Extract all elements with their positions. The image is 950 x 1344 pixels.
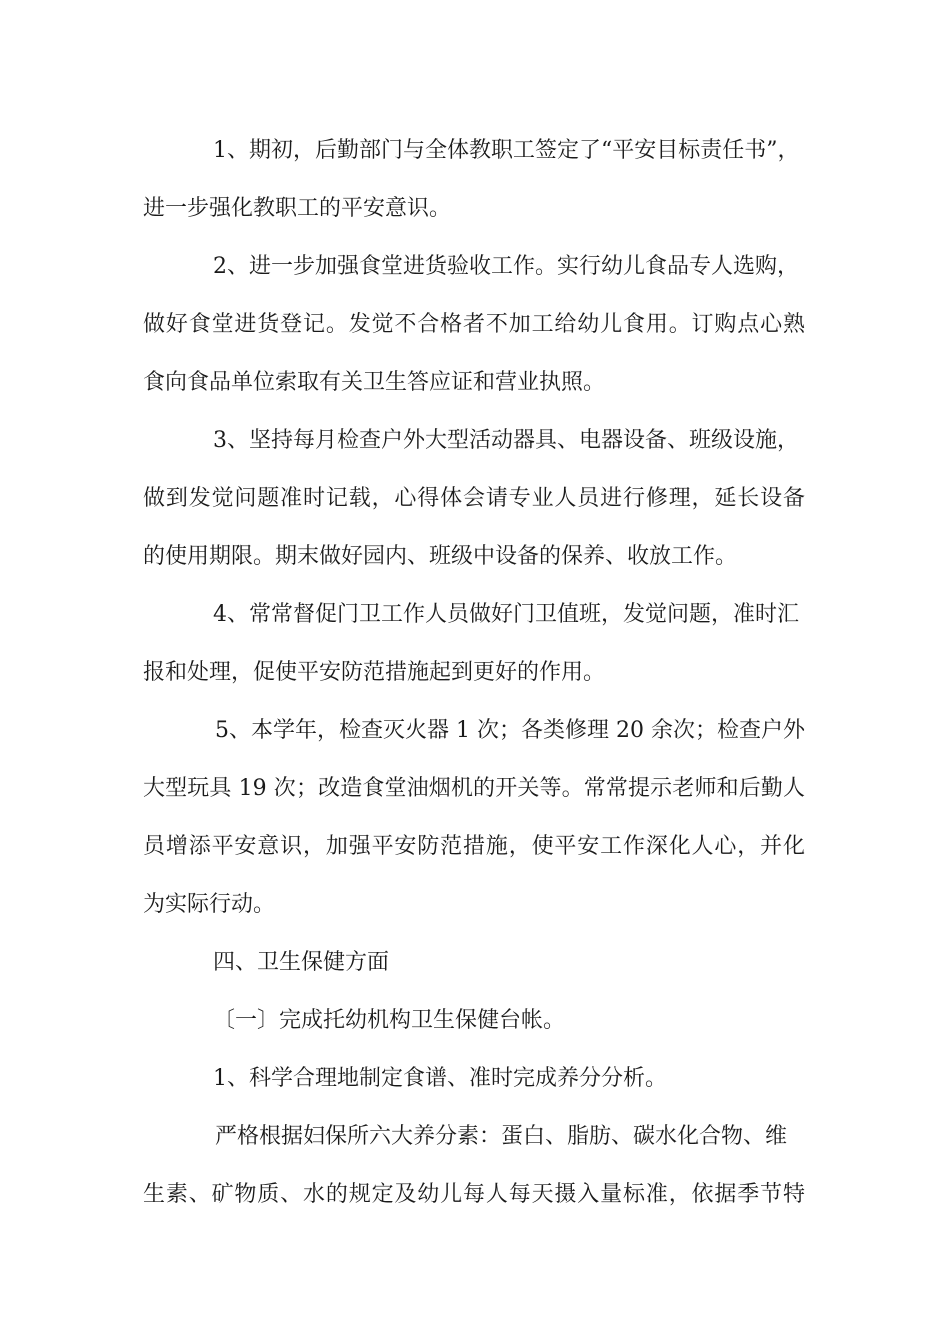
text-line: 1、期初，后勤部门与全体教职工签定了“平安目标责任书”， [213, 138, 800, 163]
text-line: 大型玩具 19 次；改造食堂油烟机的开关等。常常提示老师和后勤人 [143, 776, 805, 801]
text-line: 食向食品单位索取有关卫生答应证和营业执照。 [143, 370, 606, 395]
text-line: 做到发觉问题准时记载，心得体会请专业人员进行修理，延长设备 [143, 486, 805, 511]
text-line: 生素、矿物质、水的规定及幼儿每人每天摄入量标准，依据季节特 [143, 1182, 805, 1207]
text-line: 员增添平安意识，加强平安防范措施，使平安工作深化人心，并化 [143, 834, 805, 859]
text-line: 报和处理，促使平安防范措施起到更好的作用。 [143, 660, 606, 685]
subsection-heading: 〔一〕完成托幼机构卫生保健台帐。 [213, 1008, 566, 1033]
text-line: 做好食堂进货登记。发觉不合格者不加工给幼儿食用。订购点心熟 [143, 312, 805, 337]
text-line: 进一步强化教职工的平安意识。 [143, 196, 452, 221]
text-line: 1、科学合理地制定食谱、准时完成养分分析。 [213, 1066, 667, 1091]
section-heading: 四、卫生保健方面 [213, 950, 390, 975]
text-line: 2、进一步加强食堂进货验收工作。实行幼儿食品专人选购， [213, 254, 799, 279]
text-line: 为实际行动。 [143, 892, 276, 917]
text-line: 4、常常督促门卫工作人员做好门卫值班，发觉问题，准时汇 [213, 602, 799, 627]
text-line: 的使用期限。期末做好园内、班级中设备的保养、收放工作。 [143, 544, 738, 569]
text-line: 5、本学年，检查灭火器 1 次；各类修理 20 余次；检查户外 [215, 718, 805, 743]
text-line: 3、坚持每月检查户外大型活动器具、电器设备、班级设施， [213, 428, 799, 453]
text-line: 严格根据妇保所六大养分素：蛋白、脂肪、碳水化合物、维 [215, 1124, 788, 1149]
